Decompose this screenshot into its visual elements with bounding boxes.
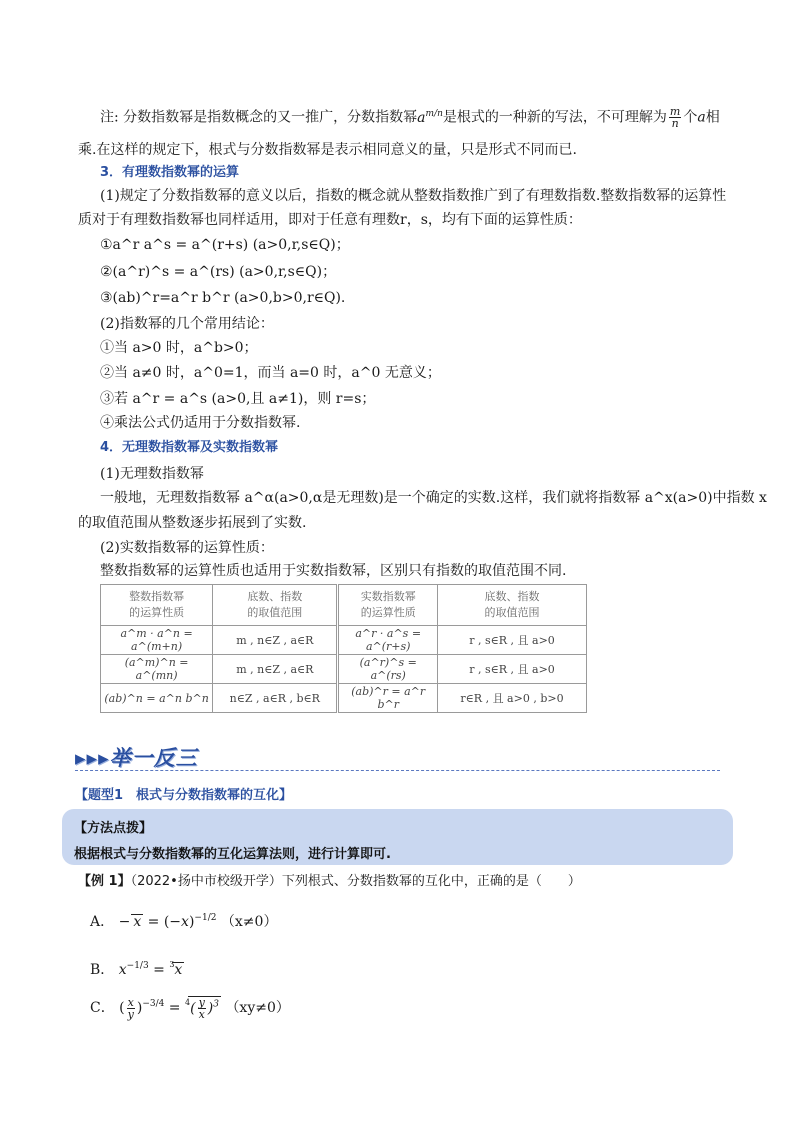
table-cell: (a^r)^s = a^(rs) (338, 655, 438, 684)
conclusion-1: ①当 a>0 时，a^b>0； (100, 340, 258, 356)
table-cell: r∈R , 且 a>0 , b>0 (437, 684, 586, 713)
section-banner (75, 742, 198, 772)
option-c-label: C． (90, 1000, 115, 1016)
section-4-p1-line1: 一般地，无理数指数幂 a^α(a>0,α是无理数)是一个确定的实数.这样，我们就将指数幂 a^x(a>0)中指数 x (100, 490, 767, 506)
option-c-condition: （xy≠0） (225, 1000, 290, 1016)
option-a-condition: （x≠0） (220, 914, 278, 930)
option-b-formula: $x^{-1/3} = ^3x$ (118, 960, 183, 978)
note-fraction-m-n: $\frac{m}{n}$ (669, 105, 681, 130)
note-text-b: 是根式的一种新的写法，不可理解为 (442, 109, 667, 126)
table-cell: (ab)^r = a^r b^r (338, 684, 438, 713)
table-row (101, 626, 587, 655)
example-label: 【例 1】 (78, 874, 131, 889)
banner-arrows-icon: ▸▸▸ (75, 746, 110, 770)
conclusion-2: ②当 a≠0 时，a^0=1，而当 a=0 时，a^0 无意义； (100, 365, 441, 381)
table-cell: (ab)^n = a^n b^n (101, 684, 213, 713)
section-4-heading: 4．无理数指数幂及实数指数幂 (100, 440, 279, 455)
table-header-cell: 底数、指数 的取值范围 (437, 585, 586, 626)
table-cell: r , s∈R , 且 a>0 (437, 655, 586, 684)
note-text-d: 相 (705, 109, 720, 126)
option-a-label: A． (90, 914, 115, 930)
table-cell: m , n∈Z , a∈R (213, 655, 338, 684)
table-header-cell: 整数指数幂 的运算性质 (101, 585, 213, 626)
table-cell: a^m · a^n = a^(m+n) (101, 626, 213, 655)
section-4-p1-line2: 的取值范围从整数逐步拓展到了实数. (78, 515, 307, 531)
example-1 (78, 872, 581, 892)
table-cell: (a^m)^n = a^(mn) (101, 655, 213, 684)
conclusion-3: ③若 a^r = a^s (a>0,且 a≠1)，则 r=s； (100, 391, 376, 407)
example-text: （2022•扬中市校级开学）下列根式、分数指数幂的互化中，正确的是（ ） (130, 874, 581, 889)
table-cell: a^r · a^s = a^(r+s) (338, 626, 438, 655)
note-text-a: 注: 分数指数幂是指数概念的又一推广，分数指数幂 (100, 109, 418, 126)
section-4-sub2: (2)实数指数幂的运算性质： (100, 540, 274, 556)
section-4-p2: 整数指数幂的运算性质也适用于实数指数幂，区别只有指数的取值范围不同. (100, 563, 567, 579)
section-4-sub1: (1)无理数指数幂 (100, 466, 204, 482)
rule-2: ②(a^r)^s = a^(rs) (a>0,r,s∈Q)； (100, 264, 337, 280)
banner-title: 举一反三 (109, 746, 198, 770)
section-3-heading: 3．有理数指数幂的运算 (100, 165, 240, 180)
option-c[interactable] (90, 993, 290, 1020)
rule-1: ①a^r a^s = a^(r+s) (a>0,r,s∈Q)； (100, 237, 350, 253)
note-text-c: 个 (683, 109, 698, 126)
table-cell: n∈Z , a∈R , b∈R (213, 684, 338, 713)
table-cell: m , n∈Z , a∈R (213, 626, 338, 655)
option-b[interactable] (90, 955, 184, 980)
table-header-cell: 实数指数幂 的运算性质 (338, 585, 438, 626)
conclusion-4: ④乘法公式仍适用于分数指数幂. (100, 415, 301, 431)
method-title: 【方法点拨】 (74, 821, 153, 836)
option-a[interactable] (90, 912, 277, 932)
section-3-p1-line1: (1)规定了分数指数幂的意义以后，指数的概念就从整数指数推广到了有理数指数.整数指数幂的运算性 (100, 188, 727, 204)
table-cell: r , s∈R , 且 a>0 (437, 626, 586, 655)
note-line-2: 乘.在这样的规定下，根式与分数指数幂是表示相同意义的量，只是形式不同而已. (78, 142, 577, 158)
exponent-rules-table (100, 584, 587, 713)
section-3-p1-line2: 质对于有理数指数幂也同样适用，即对于任意有理数r，s，均有下面的运算性质： (78, 212, 582, 228)
dashed-divider (75, 770, 720, 771)
question-type-title: 【题型1 根式与分数指数幂的互化】 (75, 788, 293, 803)
note-fraction-power: $a^{m/n}$ (417, 108, 443, 126)
table-header-cell: 底数、指数 的取值范围 (213, 585, 338, 626)
table-row (101, 655, 587, 684)
section-3-p2: (2)指数幂的几个常用结论： (100, 316, 274, 332)
note-line-1: 注: 分数指数幂是指数概念的又一推广，分数指数幂$a^{m/n}$是根式的一种新的写法，不可理解为 $\frac{m}{n}$ 个a相 (100, 105, 720, 130)
option-c-formula: ( $\frac{x}{y}$ )$^{-3/4}$ = $^4$( $\frac{y}{x}$ )$^3$ (119, 995, 219, 1021)
option-a-formula: − $x = (-x)^{-1/2}$ (118, 913, 217, 930)
table-header-row (101, 585, 587, 626)
rule-3: ③(ab)^r=a^r b^r (a>0,b>0,r∈Q). (100, 290, 346, 306)
method-box (62, 809, 733, 865)
option-b-label: B． (90, 962, 115, 978)
table-row (101, 684, 587, 713)
method-text: 根据根式与分数指数幂的互化运算法则，进行计算即可. (74, 847, 391, 862)
